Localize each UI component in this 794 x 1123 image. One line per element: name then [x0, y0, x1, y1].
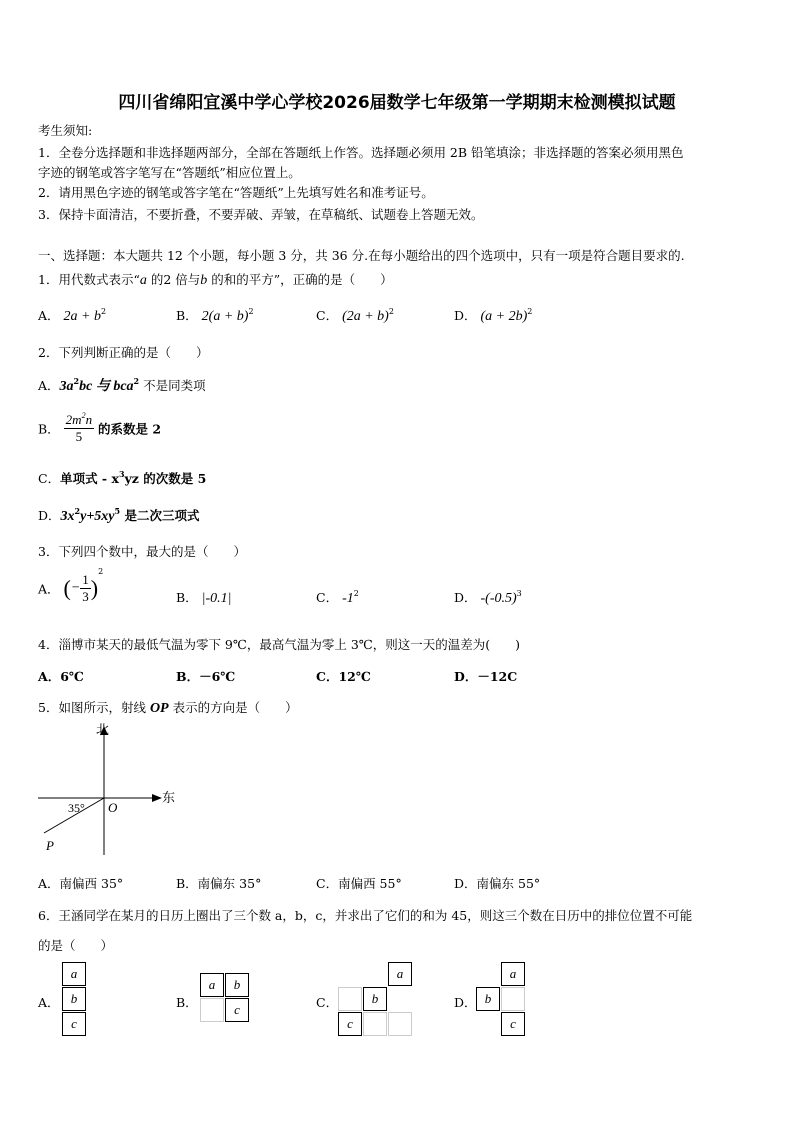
q6-option-a[interactable]: A． [38, 995, 60, 1010]
notice-item-1-cont: 字迹的钢笔或答字笔写在“答题纸”相应位置上。 [38, 165, 301, 180]
fraction: $\frac{2m^2n}{5}$ [65, 411, 93, 444]
origin-label: O [108, 800, 118, 815]
q6-stem: 6．王涵同学在某月的日历上圈出了三个数 a，b，c，并求出了它们的和为 45，则这三个数在日历中的排位位置不可能 [38, 908, 693, 923]
q1-option-c[interactable]: C． $(2a + b)^2$ [316, 307, 394, 324]
q6-figure-c: a b c [338, 962, 418, 1042]
q5-option-b[interactable]: B．南偏东 35° [176, 876, 262, 891]
q6-option-c[interactable]: C． [316, 995, 339, 1010]
q4-option-c[interactable]: C．12℃ [316, 669, 371, 684]
q6-stem-cont: 的是（ ） [38, 938, 114, 953]
q5-option-a[interactable]: A．南偏西 35° [38, 876, 124, 891]
q4-option-b[interactable]: B．－6℃ [176, 669, 236, 684]
q3-option-a[interactable]: A． (− $\frac{1}{3}$ )$^2$ [38, 567, 104, 604]
q2-option-a[interactable]: A．$3a^2bc$ 与 bca$^2$ 不是同类项 [38, 376, 206, 394]
east-label: 东 [162, 791, 176, 806]
q6-figure-d: a b c [476, 962, 536, 1042]
q4-option-a[interactable]: A．6℃ [38, 669, 84, 684]
notice-heading: 考生须知: [38, 123, 93, 138]
q1-option-d[interactable]: D． $(a + 2b)^2$ [454, 307, 533, 324]
q4-option-d[interactable]: D．－12C [454, 669, 518, 684]
page-title: 四川省绵阳宜溪中学心学校2026届数学七年级第一学期期末检测模拟试题 [118, 93, 676, 113]
q5-option-d[interactable]: D．南偏东 55° [454, 876, 541, 891]
q3-option-b[interactable]: B． |-0.1| [176, 590, 232, 606]
point-label: P [46, 838, 54, 853]
q4-stem: 4．淄博市某天的最低气温为零下 9℃，最高气温为零上 3℃，则这一天的温差为( ) [38, 637, 521, 652]
q6-figure-a: a b c [62, 962, 92, 1042]
q3-option-d[interactable]: D． $-(-0.5)^3$ [454, 589, 522, 606]
q3-stem: 3．下列四个数中，最大的是（ ） [38, 544, 246, 559]
q1-option-b[interactable]: B． $2(a + b)^2$ [176, 307, 254, 324]
q2-option-c[interactable]: C．单项式 - $x^3yz$ 的次数是 5 [38, 469, 207, 486]
north-label: 北 [96, 723, 110, 738]
q5-stem: 5．如图所示，射线 OP 表示的方向是（ ） [38, 700, 298, 716]
q3-option-c[interactable]: C． $-1^2$ [316, 589, 359, 606]
q5-option-c[interactable]: C．南偏西 55° [316, 876, 402, 891]
notice-item-3: 3．保持卡面清洁，不要折叠，不要弄破、弄皱，在草稿纸、试题卷上答题无效。 [38, 207, 484, 222]
q6-figure-b: a b c [200, 973, 260, 1033]
section-heading: 一、选择题：本大题共 12 个小题，每小题 3 分，共 36 分.在每小题给出的四个选项中，只有一项是符合题目要求的. [38, 248, 685, 263]
q2-stem: 2．下列判断正确的是（ ） [38, 345, 209, 360]
compass-figure [30, 720, 190, 860]
notice-item-2: 2．请用黑色字迹的钢笔或答字笔在“答题纸”上先填写姓名和准考证号。 [38, 185, 434, 200]
q6-option-b[interactable]: B． [176, 995, 198, 1010]
q6-option-d[interactable]: D． [454, 995, 477, 1010]
q2-option-d[interactable]: D．$3x^2y+5xy^5$ 是二次三项式 [38, 506, 200, 524]
angle-label: 35° [68, 801, 85, 815]
q2-option-b[interactable]: B． $\frac{2m^2n}{5}$ 的系数是 2 [38, 411, 162, 444]
q1-stem: 1．用代数式表示“a 的2 倍与b 的和的平方”，正确的是（ ） [38, 272, 393, 288]
q1-option-a[interactable]: A． $2a + b^2$ [38, 307, 107, 324]
notice-item-1: 1．全卷分选择题和非选择题两部分，全部在答题纸上作答。选择题必须用 2B 铅笔填涂；非选择题的答案必须用黑色 [38, 145, 684, 160]
